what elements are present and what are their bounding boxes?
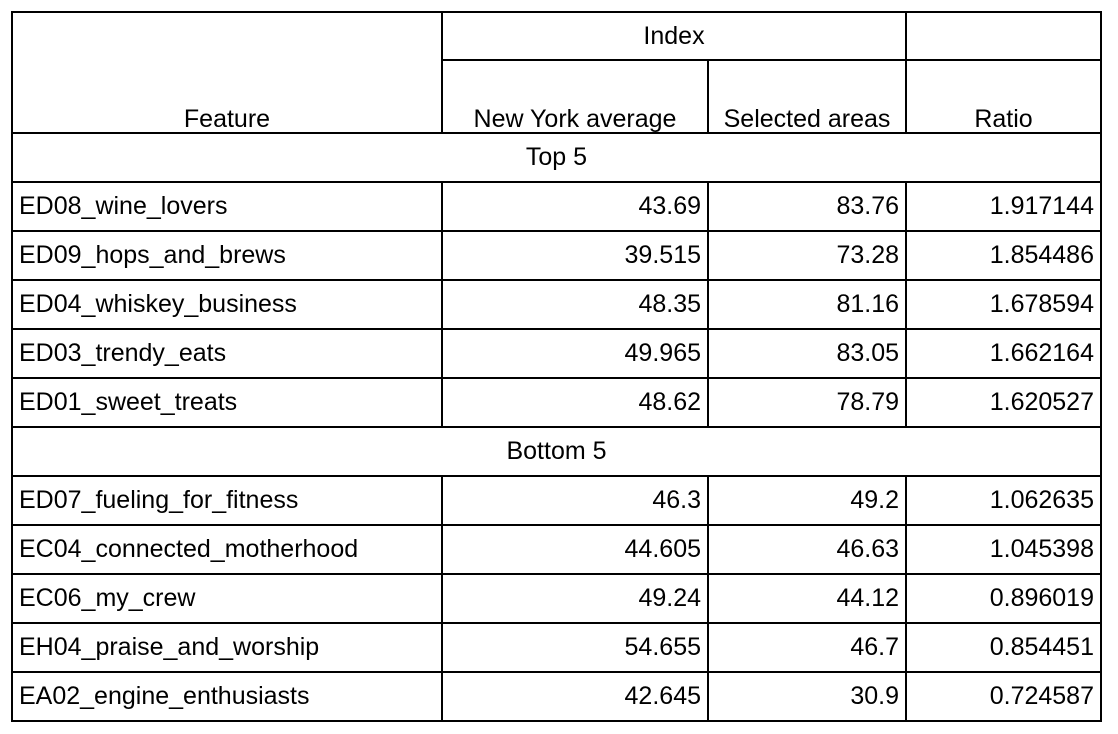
section-label: Top 5 [12, 133, 1101, 182]
selected-areas-cell: 46.63 [708, 525, 906, 574]
ny-average-cell: 43.69 [442, 182, 708, 231]
table-row [12, 329, 1101, 378]
table-row [12, 623, 1101, 672]
selected-areas-cell: 83.05 [708, 329, 906, 378]
ratio-cell: 1.854486 [906, 231, 1101, 280]
ratio-cell: 1.045398 [906, 525, 1101, 574]
table-row [12, 378, 1101, 427]
ny-average-cell: 49.965 [442, 329, 708, 378]
feature-cell: EC04_connected_motherhood [12, 525, 442, 574]
selected-areas-cell: 30.9 [708, 672, 906, 721]
ny-average-cell: 54.655 [442, 623, 708, 672]
feature-cell: EC06_my_crew [12, 574, 442, 623]
selected-areas-cell: 46.7 [708, 623, 906, 672]
ny-average-cell: 46.3 [442, 476, 708, 525]
section-row [12, 427, 1101, 476]
ny-average-cell: 48.35 [442, 280, 708, 329]
feature-cell: ED04_whiskey_business [12, 280, 442, 329]
header-row-top [12, 12, 1101, 60]
table-row [12, 476, 1101, 525]
ratio-cell: 1.917144 [906, 182, 1101, 231]
table-row [12, 182, 1101, 231]
table-row [12, 672, 1101, 721]
feature-cell: ED03_trendy_eats [12, 329, 442, 378]
selected-areas-cell: 83.76 [708, 182, 906, 231]
feature-cell: ED07_fueling_for_fitness [12, 476, 442, 525]
section-label: Bottom 5 [12, 427, 1101, 476]
ratio-cell: 1.062635 [906, 476, 1101, 525]
table-row [12, 574, 1101, 623]
ny-average-cell: 42.645 [442, 672, 708, 721]
ny-average-cell: 49.24 [442, 574, 708, 623]
section-row [12, 133, 1101, 182]
ratio-cell: 0.724587 [906, 672, 1101, 721]
ratio-cell: 1.620527 [906, 378, 1101, 427]
table-body [12, 12, 1101, 721]
ratio-cell: 0.896019 [906, 574, 1101, 623]
selected-areas-cell: 73.28 [708, 231, 906, 280]
selected-areas-cell: 49.2 [708, 476, 906, 525]
table-row [12, 280, 1101, 329]
selected-areas-cell: 78.79 [708, 378, 906, 427]
feature-cell: ED08_wine_lovers [12, 182, 442, 231]
selected-areas-cell: 81.16 [708, 280, 906, 329]
ny-average-cell: 48.62 [442, 378, 708, 427]
table-row [12, 231, 1101, 280]
feature-index-table [11, 11, 1102, 722]
feature-cell: EH04_praise_and_worship [12, 623, 442, 672]
index-group-header: Index [442, 12, 906, 60]
ny-average-column-header: New York average [442, 60, 708, 133]
table-row [12, 525, 1101, 574]
ny-average-cell: 44.605 [442, 525, 708, 574]
feature-cell: ED09_hops_and_brews [12, 231, 442, 280]
selected-areas-cell: 44.12 [708, 574, 906, 623]
ny-average-cell: 39.515 [442, 231, 708, 280]
ratio-cell: 1.662164 [906, 329, 1101, 378]
feature-cell: EA02_engine_enthusiasts [12, 672, 442, 721]
empty-header-cell [906, 12, 1101, 60]
feature-cell: ED01_sweet_treats [12, 378, 442, 427]
selected-areas-column-header: Selected areas [708, 60, 906, 133]
ratio-column-header: Ratio [906, 60, 1101, 133]
ratio-cell: 0.854451 [906, 623, 1101, 672]
ratio-cell: 1.678594 [906, 280, 1101, 329]
feature-column-header: Feature [12, 12, 442, 133]
